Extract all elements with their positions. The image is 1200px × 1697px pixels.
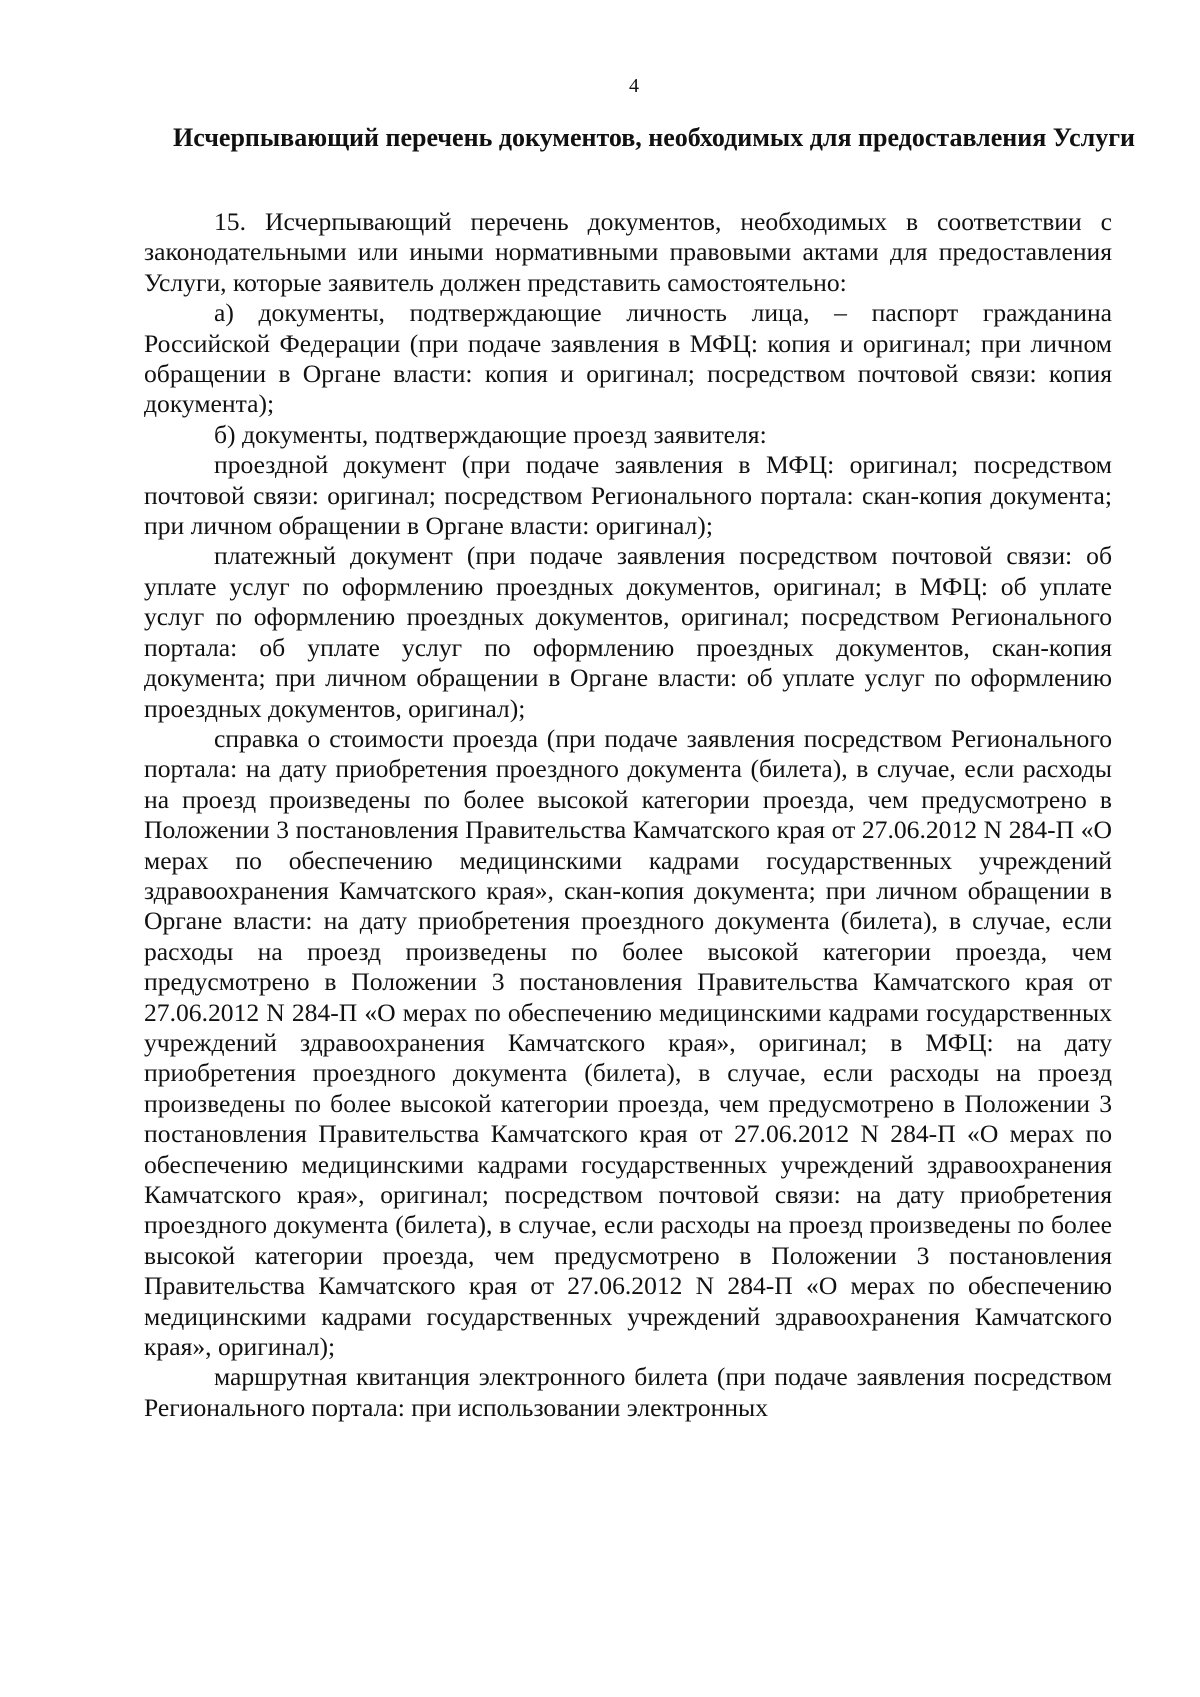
paragraph-payment-document: платежный документ (при подаче заявления посредством почтовой связи: об уплате услуг по оформлению проездных документов, оригинал; в МФЦ: об уплате услуг по оформлению проездных документов, оригинал; посредством Регионального портала: об уплате услуг по оформлению проездных документов, скан-копия документа; при личном обращении в Органе власти: об уплате услуг по оформлению проездных документов, оригинал); bbox=[144, 541, 1112, 723]
paragraph-travel-documents: б) документы, подтверждающие проезд заявителя: bbox=[214, 419, 767, 449]
section-title: Исчерпывающий перечень документов, необходимых для предоставления Услуги bbox=[173, 123, 1135, 152]
paragraph-ticket: проездной документ (при подаче заявления в МФЦ: оригинал; посредством почтовой связи: оригинал; посредством Регионального портала: скан-копия документа; при личном обращении в Органе власти: оригинал); bbox=[144, 450, 1112, 541]
paragraph-identity-documents: а) документы, подтверждающие личность лица, – паспорт гражданина Российской Федерации (при подаче заявления в МФЦ: копия и оригинал; при личном обращении в Органе власти: копия и оригинал; посредством почтовой связи: копия документа); bbox=[144, 298, 1112, 419]
paragraph-itinerary-receipt: маршрутная квитанция электронного билета (при подаче заявления посредством Регионального портала: при использовании электронных bbox=[144, 1362, 1112, 1422]
document-body bbox=[144, 207, 1112, 1423]
paragraph-item-15: 15. Исчерпывающий перечень документов, необходимых в соответствии с законодательными или иными нормативными правовыми актами для предоставления Услуги, которые заявитель должен представить самостоятельно: bbox=[144, 207, 1112, 297]
paragraph-cost-certificate: справка о стоимости проезда (при подаче заявления посредством Регионального портала: на дату приобретения проездного документа (билета), в случае, если расходы на проезд произведены по более высокой категории проезда, чем предусмотрено в Положении 3 постановления Правительства Камчатского края от 27.06.2012 N 284-П «О мерах по обеспечению медицинскими кадрами государственных учреждений здравоохранения Камчатского края», скан-копия документа; при личном обращении в Органе власти: на дату приобретения проездного документа (билета), в случае, если расходы на проезд произведены по более высокой категории проезда, чем предусмотрено в Положении 3 постановления Правительства Камчатского края от 27.06.2012 N 284-П «О мерах по обеспечению медицинскими кадрами государственных учреждений здравоохранения Камчатского края», оригинал; в МФЦ: на дату приобретения проездного документа (билета), в случае, если расходы на проезд произведены по более высокой категории проезда, чем предусмотрено в Положении 3 постановления Правительства Камчатского края от 27.06.2012 N 284-П «О мерах по обеспечению медицинскими кадрами государственных учреждений здравоохранения Камчатского края», оригинал; посредством почтовой связи: на дату приобретения проездного документа (билета), в случае, если расходы на проезд произведены по более высокой категории проезда, чем предусмотрено в Положении 3 постановления Правительства Камчатского края от 27.06.2012 N 284-П «О мерах по обеспечению медицинскими кадрами государственных учреждений здравоохранения Камчатского края», оригинал); bbox=[144, 723, 1112, 1362]
page-number: 4 bbox=[629, 75, 639, 97]
